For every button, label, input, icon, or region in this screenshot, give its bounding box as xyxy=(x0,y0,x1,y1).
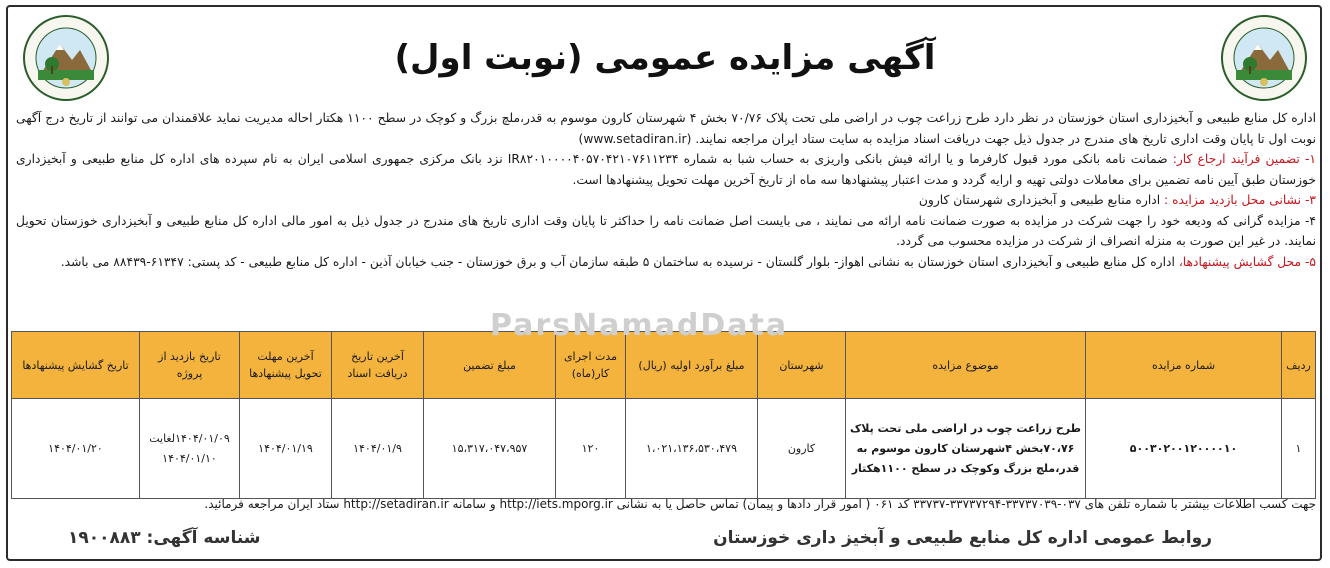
cell-subject: طرح زراعت چوب در اراضی ملی تحت پلاک ۷۰،۷۶بخش ۴شهرستان کارون موسوم به قدر،ملچ بزرگ وکوچک در سطح ۱۱۰۰هکتار xyxy=(846,399,1086,499)
col-header-estimate: مبلغ برآورد اولیه (ریال) xyxy=(626,332,758,399)
cell-auction-no: ۵۰۰۳۰۲۰۰۱۲۰۰۰۰۱۰ xyxy=(1086,399,1282,499)
guarantee-clause xyxy=(16,149,1316,190)
auction-table xyxy=(11,331,1316,499)
col-header-subject: موضوع مزایده xyxy=(846,332,1086,399)
opening-place-clause xyxy=(16,252,1316,273)
col-header-opening-date: تاریخ گشایش پیشنهادها xyxy=(12,332,140,399)
guarantee-label: ۱- تضمین فرآیند ارجاع کار: xyxy=(1172,152,1316,166)
publisher-name: روابط عمومی اداره کل منابع طبیعی و آبخیز داری خوزستان xyxy=(713,528,1212,548)
opening-place-label: ۵- محل گشایش پیشنهادها، xyxy=(1178,254,1316,269)
col-header-guarantee: مبلغ تضمین xyxy=(424,332,556,399)
visit-address-text: اداره منابع طبیعی و آبخیزداری شهرستان کارون xyxy=(918,193,1165,207)
visit-address-clause xyxy=(16,190,1316,211)
watermark: ParsNamadData xyxy=(490,308,789,343)
cell-duration: ۱۲۰ xyxy=(556,399,626,499)
ad-body xyxy=(16,108,1316,272)
col-header-index: ردیف xyxy=(1282,332,1316,399)
cell-index: ۱ xyxy=(1282,399,1316,499)
col-header-visit-date: تاریخ بازدید از پروژه xyxy=(140,332,240,399)
visit-address-label: ۳- نشانی محل بازدید مزایده : xyxy=(1164,193,1316,207)
col-header-docs-deadline: آخرین تاریخ دریافت اسناد xyxy=(332,332,424,399)
intro-paragraph: اداره کل منابع طبیعی و آبخیزداری استان خوزستان در نظر دارد طرح زراعت چوب در اراضی ملی تحت پلاک ۷۰/۷۶ بخش ۴ شهرستان کارون موسوم به قدر،ملچ بزرگ و کوچک در سطح ۱۱۰۰ هکتار احاله مدیریت نماید علاقمندان می توانند از تاریخ درج آگهی نوبت اول تا پایان وقت اداری تاریخ های مندرج در جدول ذیل جهت دریافت اسناد مزایده به سایت ستاد ایران مراجعه نمایند. (www.setadiran.ir) xyxy=(16,111,1316,146)
deposit-clause: ۴- مزایده گرانی که ودیعه خود را جهت شرکت در مزایده به صورت ضمانت نامه ارائه می نمایند ، می بایست اصل ضمانت نامه را حداکثر تا پایان وقت اداری تاریخ های مندرج در جدول ذیل به امور مالی اداره کل منابع طبیعی و آبخیزداری خوزستان تحویل نمایند. در غیر این صورت به منزله انصراف از شرکت در مزایده محسوب می گردد. xyxy=(16,213,1316,248)
col-header-city: شهرستان xyxy=(758,332,846,399)
col-header-bids-deadline: آخرین مهلت تحویل پیشنهادها xyxy=(240,332,332,399)
cell-visit-date: ۱۴۰۴/۰۱/۰۹لغایت ۱۴۰۴/۰۱/۱۰ xyxy=(140,399,240,499)
cell-estimate: ۱،۰۲۱،۱۳۶،۵۳۰،۴۷۹ xyxy=(626,399,758,499)
cell-city: کارون xyxy=(758,399,846,499)
ad-title: آگهی مزایده عمومی (نوبت اول) xyxy=(394,38,936,78)
contact-info: جهت کسب اطلاعات بیشتر با شماره تلفن های ۰۳۷-۳۳۷۳۷۰۳۹-۳۳۷۳۷۲۹۴-۳۳۷۳۷ کد ۰۶۱ ( امور قرار دادها و پیمان) تماس حاصل یا به نشانی http://iets.mporg.ir و سامانه http://setadiran.ir ستاد ایران مراجعه فرمائید. xyxy=(204,497,1316,511)
cell-opening-date: ۱۴۰۴/۰۱/۲۰ xyxy=(12,399,140,499)
col-header-duration: مدت اجرای کار(ماه) xyxy=(556,332,626,399)
cell-docs-deadline: ۱۴۰۴/۰۱/۹ xyxy=(332,399,424,499)
table-row xyxy=(12,399,1316,499)
cell-bids-deadline: ۱۴۰۴/۰۱/۱۹ xyxy=(240,399,332,499)
guarantee-text: ضمانت نامه بانکی مورد قبول کارفرما و یا ارائه فیش بانکی واریزی به حساب شبا به شماره IR۸۲۰۱۰۰۰۰۴۰۵۷۰۴۲۱۰۷۶۱۱۲۳۴ نزد بانک مرکزی جمهوری اسلامی ایران به نام سپرده های اداره کل منابع طبیعی و آبخیزداری خوزستان طبق آیین نامه تضمین برای معاملات دولتی تهیه و ارایه گردد و مدت اعتبار پیشنهادها سه ماه از تاریخ آخرین مهلت تحویل پیشنهادها است. xyxy=(16,152,1316,187)
col-header-auction-no: شماره مزایده xyxy=(1086,332,1282,399)
table-header-row xyxy=(12,332,1316,399)
cell-guarantee: ۱۵،۳۱۷،۰۴۷،۹۵۷ xyxy=(424,399,556,499)
opening-place-text: اداره کل منابع طبیعی و آبخیزداری استان خوزستان به نشانی اهواز- بلوار گلستان - نرسیده به ساختمان ۵ طبقه سازمان آب و برق خوزستان - جنب خیابان آذین - اداره کل منابع طبیعی - کد پستی: ۶۱۳۴۷-۸۸۴۳۹ می باشد. xyxy=(60,254,1179,269)
ad-id: شناسه آگهی: ۱۹۰۰۸۸۳ xyxy=(68,528,261,548)
